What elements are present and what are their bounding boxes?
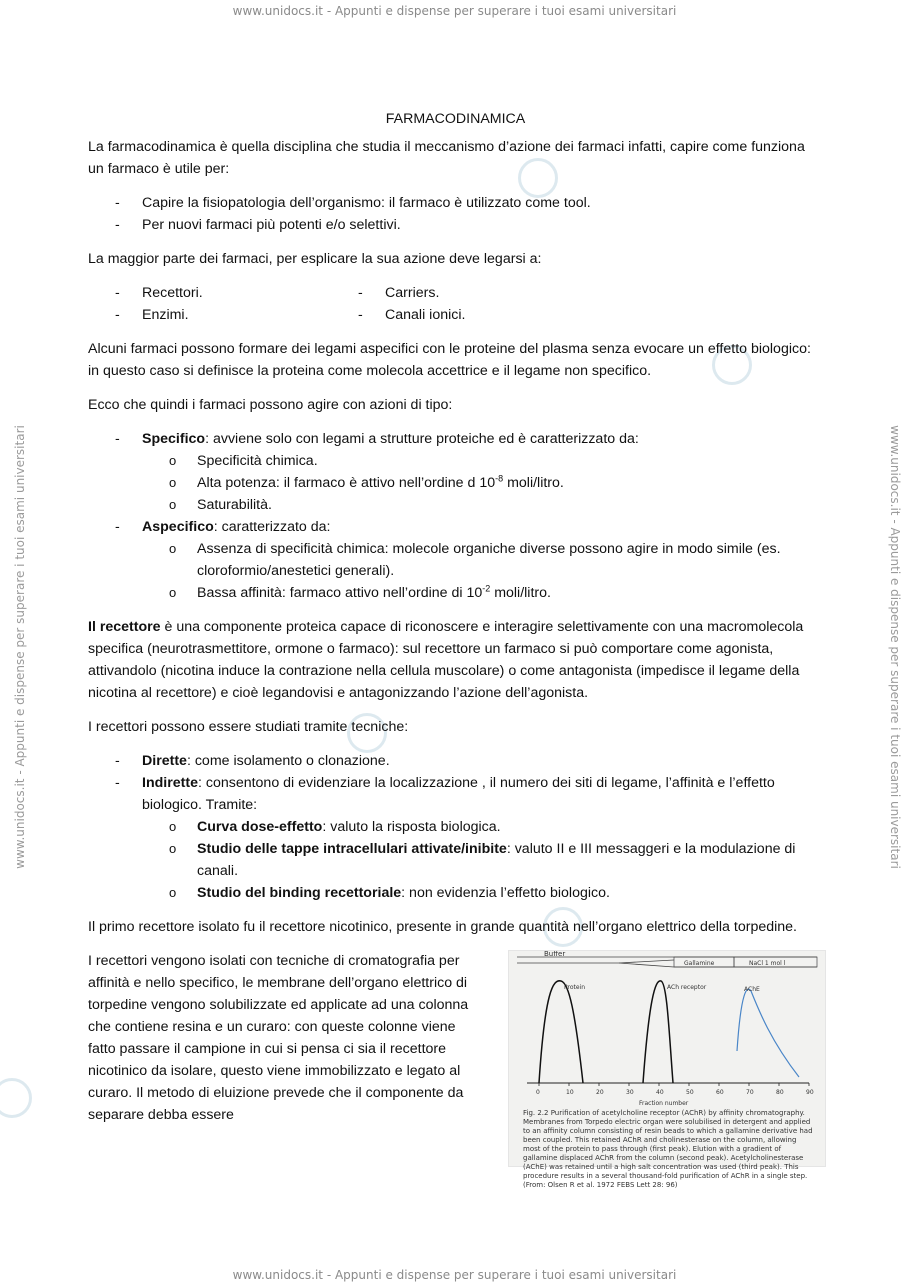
x-tick-label: 20	[596, 1089, 604, 1096]
protein-peak	[539, 981, 586, 1083]
x-tick-label: 70	[746, 1089, 754, 1096]
nacl-label: NaCl 1 mol l	[749, 960, 786, 967]
term: Aspecifico	[142, 519, 214, 535]
nicotinic-paragraph: Il primo recettore isolato fu il recettore nicotinico, presente in grande quantità nell’organo elettrico della torpedine.	[88, 919, 797, 935]
intro-paragraph: La farmacodinamica è quella disciplina che studia il meccanismo d’azione dei farmaci infatti, capire come funziona un farmaco è utile per:	[88, 139, 805, 177]
chromatography-figure	[508, 950, 826, 1189]
term: Studio del binding recettoriale	[197, 885, 402, 901]
definition: è una componente proteica capace di riconoscere e interagire selettivamente con una macromolecola specifica (neurotrasmettitore, ormone o farmaco): sul recettore un farmaco si può comportare come agonista, attivandolo (nicotina induce la contrazione nella cellula muscolare) o come antagonista (impedisce il legame della nicotina al recettore) e cioè legandovisi e antagonizzando l’azione dell’agonista.	[88, 619, 804, 701]
buffer-label: Buffer	[544, 951, 566, 958]
targets-list	[88, 282, 823, 326]
sub-item	[142, 838, 823, 882]
list-item: - Canali ionici.	[331, 304, 465, 326]
gradient-line	[619, 960, 674, 963]
sub-item-text: Bassa affinità: farmaco attivo nell’ordine di 10	[197, 585, 483, 601]
watermark-logo-icon	[0, 1078, 32, 1118]
list-item: - Recettori.	[88, 282, 331, 304]
term: Il recettore	[88, 619, 161, 635]
definition: : non evidenzia l’effetto biologico.	[401, 885, 610, 901]
watermark-bottom: www.unidocs.it - Appunti e dispense per superare i tuoi esami universitari	[232, 1268, 677, 1282]
sub-item	[142, 472, 823, 494]
sub-item-text: moli/litro.	[503, 475, 564, 491]
x-tick-label: 10	[566, 1089, 574, 1096]
x-tick-label: 90	[806, 1089, 814, 1096]
sub-item-text: moli/litro.	[490, 585, 551, 601]
list-item-dirette	[88, 750, 823, 772]
gallamine-label: Gallamine	[684, 960, 715, 967]
x-tick-label: 40	[656, 1089, 664, 1096]
ache-label: AChE	[744, 986, 760, 993]
techniques-intro: I recettori possono essere studiati tramite tecniche:	[88, 719, 409, 735]
x-tick-label: 60	[716, 1089, 724, 1096]
techniques-list	[88, 750, 823, 904]
achr-peak	[643, 981, 673, 1083]
x-tick-label: 80	[776, 1089, 784, 1096]
receptor-paragraph	[88, 616, 823, 704]
achr-label: ACh receptor	[667, 984, 707, 991]
sub-item: o Assenza di specificità chimica: molecole organiche diverse possono agire in modo simile (es. cloroformio/anestetici generali).	[142, 538, 823, 582]
uses-list	[88, 192, 823, 236]
list-item: - Carriers.	[331, 282, 465, 304]
x-ticks	[536, 1083, 814, 1096]
definition: : consentono di evidenziare la localizzazione , il numero dei siti di legame, l’affinità e l’effetto biologico. Tramite:	[142, 775, 775, 813]
sub-item	[142, 816, 823, 838]
watermark-top: www.unidocs.it - Appunti e dispense per superare i tuoi esami universitari	[232, 4, 677, 18]
document-body	[88, 108, 823, 1189]
term: Indirette	[142, 775, 198, 791]
isolation-paragraph: I recettori vengono isolati con tecniche di cromatografia per affinità e nello specifico, le membrane dell’organo elettrico di torpedine vengono solubilizzate ed applicate ad una colonna che contiene resina e un curaro: con queste colonne viene fatto passare il campione in cui si pensa ci sia il recettore nicotinico da isolare, questo viene immobilizzato e legato al curaro. Il metodo di eluizione prevede che il componente da separare debba essere	[88, 953, 469, 1123]
ache-peak	[737, 989, 799, 1077]
definition: : valuto II e III messaggeri e la modulazione di canali.	[197, 841, 796, 879]
list-item: - Enzimi.	[88, 304, 331, 326]
actions-intro: Ecco che quindi i farmaci possono agire con azioni di tipo:	[88, 397, 453, 413]
term: Dirette	[142, 753, 187, 769]
term: Specifico	[142, 431, 206, 447]
term: Curva dose-effetto	[197, 819, 323, 835]
figure-caption: Fig. 2.2 Purification of acetylcholine receptor (AChR) by affinity chromatography. Membranes from Torpedo electric organ were solubilised in detergent and applied to an affinity column consisting of resin beads to which a gallamine derivative had been coupled. This retained AChR and cholinesterase on the column, allowing most of the protein to pass through (first peak). Elution with a gradient of gallamine displaced AChR from the column (second peak). Acetylcholinesterase (AChE) was retained until a high salt concentration was used (third peak). This procedure results in a several thousand-fold purification of AChR in a single step. (From: Olsen R et al. 1972 FEBS Lett 28: 96)	[523, 1109, 813, 1189]
watermark-right: www.unidocs.it - Appunti e dispense per superare i tuoi esami universitari	[888, 425, 902, 869]
definition: : avviene solo con legami a strutture proteiche ed è caratterizzato da:	[205, 431, 639, 447]
actions-list	[88, 428, 823, 604]
gradient-line	[619, 963, 817, 967]
list-item-specifico	[88, 428, 823, 516]
list-item: - Per nuovi farmaci più potenti e/o selettivi.	[88, 214, 823, 236]
isolation-block	[88, 950, 823, 1189]
x-axis-label: Fraction number	[639, 1100, 689, 1107]
sub-item: o Specificità chimica.	[142, 450, 823, 472]
page-title: FARMACODINAMICA	[385, 111, 526, 127]
definition: : caratterizzato da:	[213, 519, 331, 535]
protein-label: Protein	[564, 984, 586, 991]
list-item-indirette	[88, 772, 823, 904]
term: Studio delle tappe intracellulari attivate/inibite	[197, 841, 507, 857]
definition: : come isolamento o clonazione.	[186, 753, 390, 769]
x-tick-label: 50	[686, 1089, 694, 1096]
exponent: -8	[495, 473, 504, 484]
watermark-left: www.unidocs.it - Appunti e dispense per superare i tuoi esami universitari	[13, 425, 27, 869]
x-tick-label: 30	[626, 1089, 634, 1096]
sub-item: o Saturabilità.	[142, 494, 823, 516]
sub-item	[142, 882, 823, 904]
list-item-aspecifico	[88, 516, 823, 604]
definition: : valuto la risposta biologica.	[322, 819, 501, 835]
exponent: -2	[482, 583, 491, 594]
sub-item-text: Alta potenza: il farmaco è attivo nell’ordine d 10	[197, 475, 496, 491]
aspecific-paragraph: Alcuni farmaci possono formare dei legami aspecifici con le proteine del plasma senza evocare un effetto biologico: in questo caso si definisce la proteina come molecola accettrice e il legame non specifico.	[88, 341, 811, 379]
sub-item	[142, 582, 823, 604]
x-tick-label: 0	[536, 1089, 540, 1096]
list-item: - Capire la fisiopatologia dell’organismo: il farmaco è utilizzato come tool.	[88, 192, 823, 214]
chromatography-plot	[509, 951, 825, 1111]
targets-intro: La maggior parte dei farmaci, per esplicare la sua azione deve legarsi a:	[88, 251, 542, 267]
